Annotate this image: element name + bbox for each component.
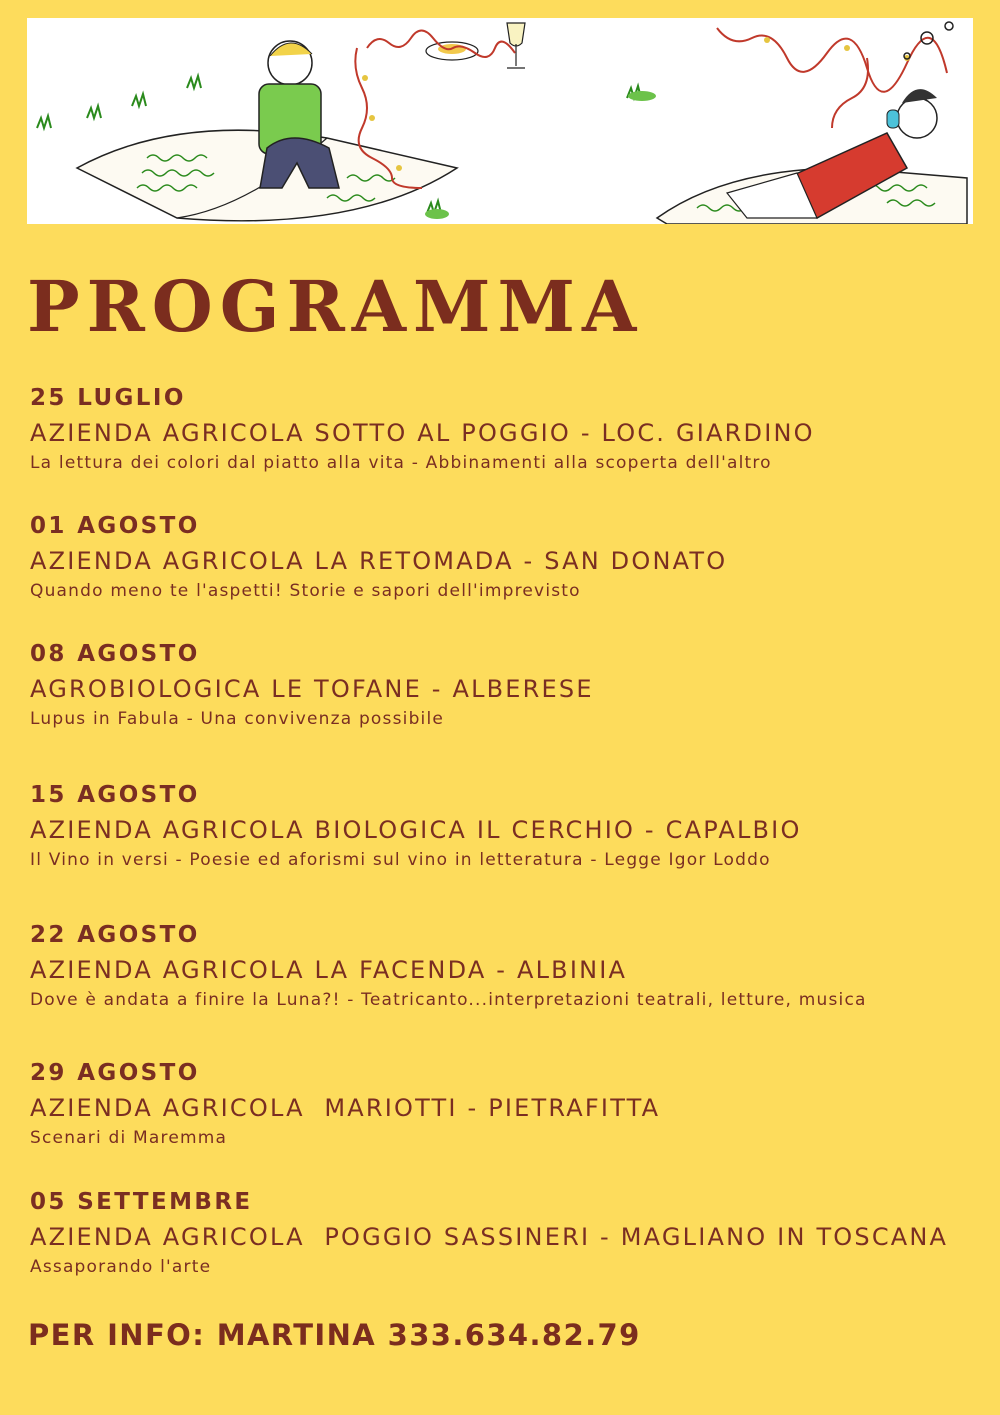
event-description: Il Vino in versi - Poesie ed aforismi sul vino in letteratura - Legge Igor Loddo — [30, 850, 771, 870]
event-entry — [30, 1059, 980, 1149]
event-entry — [30, 1188, 980, 1278]
contact-info: PER INFO: MARTINA 333.634.82.79 — [28, 1318, 641, 1352]
event-description: Scenari di Maremma — [30, 1128, 228, 1148]
event-entry — [30, 921, 980, 1011]
event-venue: AZIENDA AGRICOLA SOTTO AL POGGIO - LOC. GIARDINO — [30, 419, 815, 447]
event-entry — [30, 640, 980, 730]
event-date: 25 LUGLIO — [30, 385, 186, 411]
event-venue: AGROBIOLOGICA LE TOFANE - ALBERESE — [30, 675, 594, 703]
event-date: 01 AGOSTO — [30, 513, 200, 539]
event-venue: AZIENDA AGRICOLA LA FACENDA - ALBINIA — [30, 956, 628, 984]
event-venue: AZIENDA AGRICOLA MARIOTTI - PIETRAFITTA — [30, 1094, 661, 1122]
page-title: PROGRAMMA — [27, 265, 644, 348]
event-date: 15 AGOSTO — [30, 782, 200, 808]
event-description: Assaporando l'arte — [30, 1257, 212, 1277]
header-illustration — [27, 18, 973, 224]
event-description: Quando meno te l'aspetti! Storie e sapori dell'imprevisto — [30, 581, 581, 601]
event-venue: AZIENDA AGRICOLA POGGIO SASSINERI - MAGLIANO IN TOSCANA — [30, 1223, 949, 1251]
event-date: 05 SETTEMBRE — [30, 1189, 253, 1215]
event-date: 22 AGOSTO — [30, 922, 200, 948]
event-venue: AZIENDA AGRICOLA LA RETOMADA - SAN DONATO — [30, 547, 728, 575]
event-entry — [30, 384, 980, 474]
event-date: 08 AGOSTO — [30, 641, 200, 667]
event-description: Lupus in Fabula - Una convivenza possibile — [30, 709, 445, 729]
event-description: La lettura dei colori dal piatto alla vita - Abbinamenti alla scoperta dell'altro — [30, 453, 772, 473]
event-entry — [30, 781, 980, 871]
event-description: Dove è andata a finire la Luna?! - Teatricanto...interpretazioni teatrali, letture, musica — [30, 990, 867, 1010]
event-entry — [30, 512, 980, 602]
event-date: 29 AGOSTO — [30, 1060, 200, 1086]
event-venue: AZIENDA AGRICOLA BIOLOGICA IL CERCHIO - CAPALBIO — [30, 816, 802, 844]
